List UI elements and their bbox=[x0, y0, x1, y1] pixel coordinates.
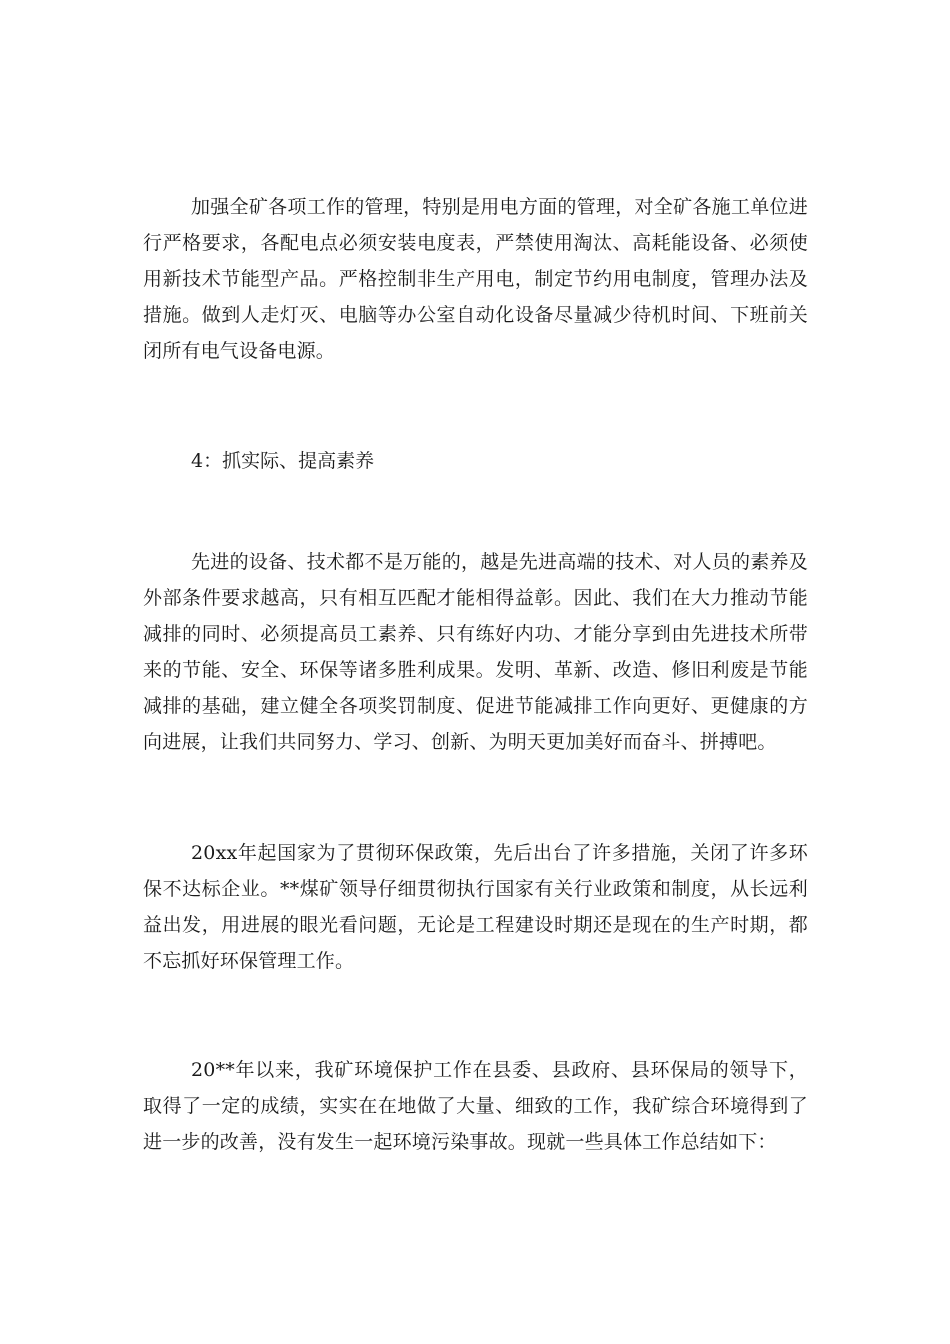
section-heading-4: 4：抓实际、提高素养 bbox=[191, 450, 375, 472]
paragraph-environmental-policy: 20xx年起国家为了贯彻环保政策，先后出台了许多措施，关闭了许多环保不达标企业。**煤矿领导仔细贯彻执行国家有关行业政策和制度，从长远利益出发，用进展的眼光看问题，无论是工程建设时期还是现在的生产时期，都不忘抓好环保管理工作。 bbox=[143, 842, 808, 972]
paragraph-summary-intro: 20**年以来，我矿环境保护工作在县委、县政府、县环保局的领导下，取得了一定的成绩，实实在在地做了大量、细致的工作，我矿综合环境得到了进一步的改善，没有发生一起环境污染事故。现就一些具体工作总结如下： bbox=[143, 1059, 808, 1153]
paragraph-electricity-management: 加强全矿各项工作的管理，特别是用电方面的管理，对全矿各施工单位进行严格要求，各配电点必须安装电度表，严禁使用淘汰、高耗能设备、必须使用新技术节能型产品。严格控制非生产用电，制定节约用电制度，管理办法及措施。做到人走灯灭、电脑等办公室自动化设备尽量减少待机时间、下班前关闭所有电气设备电源。 bbox=[143, 196, 808, 362]
paragraph-staff-quality: 先进的设备、技术都不是万能的，越是先进高端的技术、对人员的素养及外部条件要求越高，只有相互匹配才能相得益彰。因此、我们在大力推动节能减排的同时、必须提高员工素养、只有练好内功、才能分享到由先进技术所带来的节能、安全、环保等诸多胜利成果。发明、革新、改造、修旧利废是节能减排的基础，建立健全各项奖罚制度、促进节能减排工作向更好、更健康的方向进展，让我们共同努力、学习、创新、为明天更加美好而奋斗、拼搏吧。 bbox=[143, 551, 808, 753]
